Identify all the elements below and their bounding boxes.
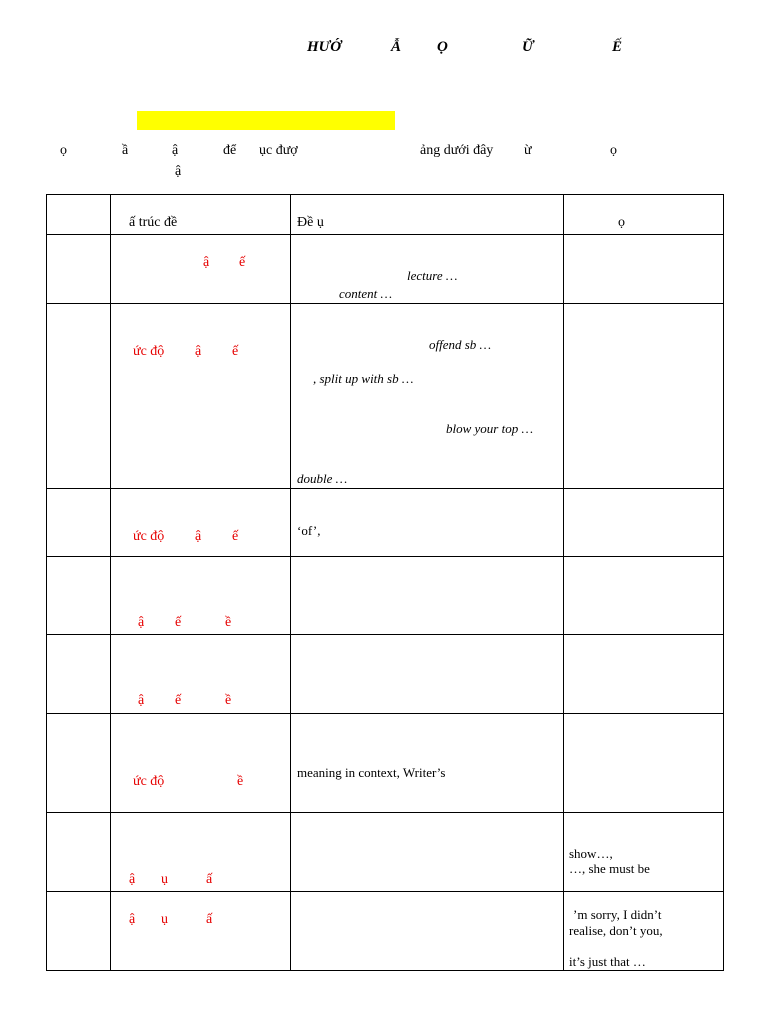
cell-text: ậ: [129, 872, 136, 887]
row-number-cell: [47, 235, 111, 304]
task-cell: [291, 235, 564, 304]
intro-text: ậ: [175, 164, 182, 179]
cell-text: realise, don’t you,: [569, 923, 663, 938]
example-cell: [564, 813, 724, 892]
cell-text: ọ: [618, 215, 625, 230]
cell-text: ậ: [138, 693, 145, 708]
example-cell: [564, 892, 724, 971]
intro-text: để: [223, 143, 237, 158]
cell-text: lecture …: [407, 268, 458, 283]
cell-text: ế: [232, 529, 239, 544]
cell-text: ế: [175, 615, 182, 630]
row-number-cell: [47, 489, 111, 557]
structure-table: [46, 194, 724, 971]
cell-text: ậ: [138, 615, 145, 630]
intro-text: ậ: [172, 143, 179, 158]
cell-text: ‘of’,: [297, 523, 321, 538]
title-part: Ữ: [522, 39, 534, 55]
cell-text: ụ: [161, 912, 168, 927]
example-cell: [564, 304, 724, 489]
title-part: Ế: [612, 39, 623, 55]
table-row: [47, 304, 724, 489]
row-number-cell: [47, 714, 111, 813]
cell-text: ấ: [206, 912, 213, 927]
example-cell: [564, 714, 724, 813]
cell-text: ức độ: [133, 344, 165, 359]
row-number-cell: [47, 892, 111, 971]
table-row: [47, 635, 724, 714]
cell-text: offend sb …: [429, 337, 492, 352]
cell-text: ề: [225, 693, 232, 708]
intro-text: ừ: [524, 143, 532, 158]
structure-cell: [111, 892, 291, 971]
task-cell: [291, 635, 564, 714]
title-part: Ẫ: [391, 39, 402, 55]
table-row: [47, 714, 724, 813]
cell-text: ậ: [203, 255, 210, 270]
cell-text: ’m sorry, I didn’t: [573, 907, 662, 922]
structure-cell: [111, 304, 291, 489]
header-cell: [111, 195, 291, 235]
header-cell: [564, 195, 724, 235]
intro-text: ục đượ: [259, 143, 298, 158]
cell-text: blow your top …: [446, 421, 534, 436]
highlight-bar: [137, 111, 395, 130]
cell-text: , split up with sb …: [313, 371, 414, 386]
cell-text: ế: [239, 255, 246, 270]
cell-text: ấ: [206, 872, 213, 887]
row-number-cell: [47, 635, 111, 714]
table-header-row: [47, 195, 724, 235]
table-row: [47, 892, 724, 971]
cell-text: …, she must be: [569, 861, 650, 876]
task-cell: [291, 557, 564, 635]
cell-text: ức độ: [133, 774, 165, 789]
cell-text: Đề ụ: [297, 215, 324, 230]
task-cell: [291, 714, 564, 813]
cell-text: ậ: [195, 344, 202, 359]
structure-cell: [111, 235, 291, 304]
cell-text: content …: [339, 286, 393, 301]
cell-text: ế: [232, 344, 239, 359]
task-cell: [291, 489, 564, 557]
table-row: [47, 813, 724, 892]
example-cell: [564, 557, 724, 635]
title-part: Ọ: [437, 39, 448, 55]
table-row: [47, 235, 724, 304]
row-number-cell: [47, 304, 111, 489]
intro-text: ầ: [122, 143, 129, 158]
task-cell: [291, 304, 564, 489]
structure-cell: [111, 489, 291, 557]
header-cell: [47, 195, 111, 235]
intro-text: ọ: [610, 143, 617, 158]
cell-text: ức độ: [133, 529, 165, 544]
cell-text: show…,: [569, 846, 613, 861]
example-cell: [564, 235, 724, 304]
intro-text: ọ: [60, 143, 67, 158]
task-cell: [291, 892, 564, 971]
table-row: [47, 489, 724, 557]
structure-cell: [111, 714, 291, 813]
cell-text: ấ trúc đề: [129, 215, 178, 230]
intro-text: ảng dưới đây: [420, 143, 494, 158]
cell-text: ậ: [195, 529, 202, 544]
title-part: HƯỚ: [307, 39, 342, 55]
structure-cell: [111, 813, 291, 892]
task-cell: [291, 813, 564, 892]
example-cell: [564, 635, 724, 714]
structure-cell: [111, 557, 291, 635]
header-cell: [291, 195, 564, 235]
cell-text: ụ: [161, 872, 168, 887]
cell-text: double …: [297, 471, 348, 486]
example-cell: [564, 489, 724, 557]
cell-text: ề: [225, 615, 232, 630]
cell-text: ề: [237, 774, 244, 789]
row-number-cell: [47, 813, 111, 892]
structure-cell: [111, 635, 291, 714]
table-row: [47, 557, 724, 635]
row-number-cell: [47, 557, 111, 635]
cell-text: it’s just that …: [569, 954, 646, 969]
cell-text: meaning in context, Writer’s: [297, 765, 446, 780]
cell-text: ế: [175, 693, 182, 708]
cell-text: ậ: [129, 912, 136, 927]
